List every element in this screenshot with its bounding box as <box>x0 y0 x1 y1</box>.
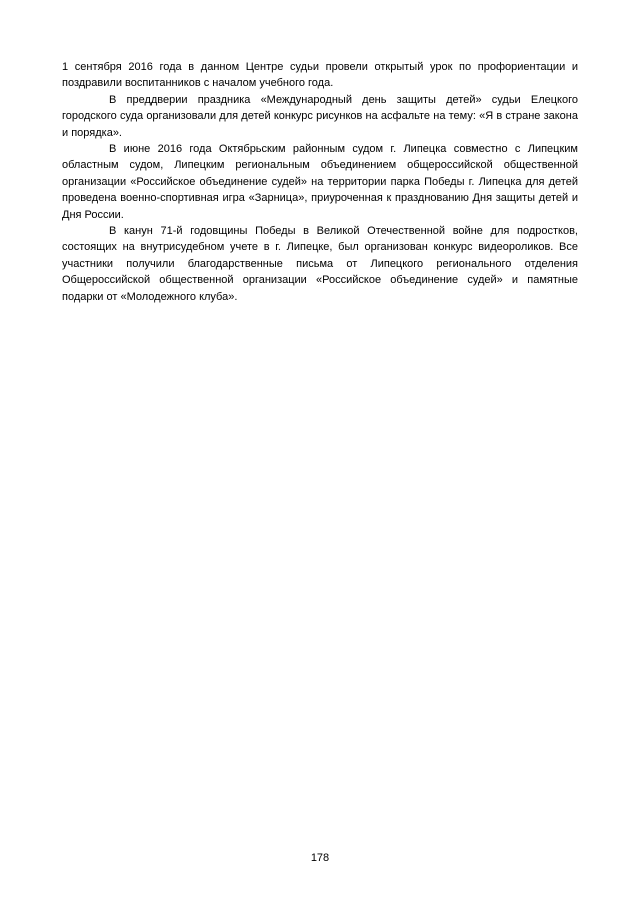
paragraph-2: В преддверии праздника «Международный день защиты детей» судьи Елецкого городского суда организовали для детей конкурс рисунков на асфальте на тему: «Я в стране закона и порядка». <box>62 93 578 139</box>
body-text <box>62 59 578 305</box>
paragraph-3: В июне 2016 года Октябрьским районным судом г. Липецка совместно с Липецким областным судом, Липецким региональным объединением общероссийской общественной организации «Российское объединение судей» на территории парка Победы г. Липецка для детей проведена военно-спортивная игра «Зарница», приуроченная к празднованию Дня защиты детей и Дня России. <box>62 143 578 221</box>
page-number: 178 <box>310 852 330 864</box>
paragraph-1: 1 сентября 2016 года в данном Центре судьи провели открытый урок по профориентации и поздравили воспитанников с началом учебного года. <box>62 61 578 90</box>
paragraph-4: В канун 71-й годовщины Победы в Великой Отечественной войне для подростков, состоящих на внутрисудебном учете в г. Липецке, был организован конкурс видеороликов. Все участники получили благодарственные письма от Липецкого регионального отделения Общероссийской общественной организации «Российское объединение судей» и памятные подарки от «Молодежного клуба». <box>62 225 578 303</box>
